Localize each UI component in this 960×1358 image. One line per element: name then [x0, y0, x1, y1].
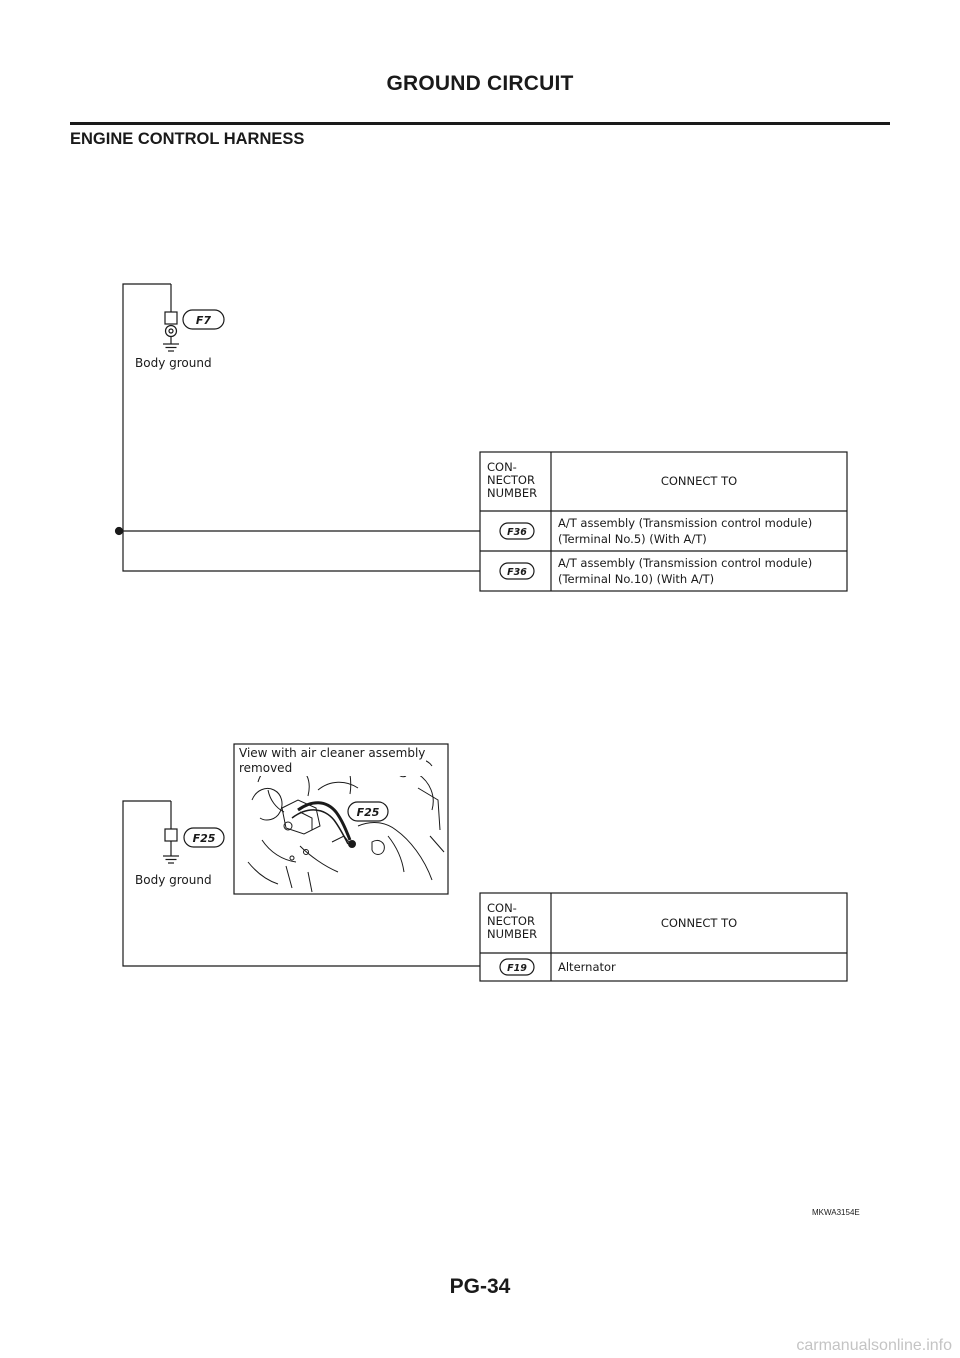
- table1-row1-line2: (Terminal No.5) (With A/T): [558, 532, 707, 546]
- table1-row2-line2: (Terminal No.10) (With A/T): [558, 572, 715, 586]
- ground-symbol-f7: [163, 284, 179, 351]
- table1-row1-line1: A/T assembly (Transmission control module): [558, 516, 813, 530]
- ground-symbol-f25: [163, 801, 179, 863]
- table1-header-number: NUMBER: [487, 486, 538, 500]
- diagram-1-text: [135, 314, 812, 586]
- diagram-2-text: [135, 746, 737, 974]
- table1-row2-line1: A/T assembly (Transmission control module): [558, 556, 813, 570]
- table1-header-con: CON-: [487, 460, 517, 474]
- figure-id: MKWA3154E: [812, 1208, 860, 1217]
- table1-row1-connector: F36: [507, 527, 527, 538]
- footer-watermark[interactable]: carmanualsonline.info: [796, 1337, 952, 1354]
- view-caption-line2: removed: [239, 761, 293, 775]
- body-ground-label-2: Body ground: [135, 873, 212, 887]
- diagram-1: [116, 284, 848, 591]
- connector-f7-label: F7: [195, 314, 212, 327]
- table2-row1-connector: F19: [507, 963, 527, 974]
- page-title: GROUND CIRCUIT: [386, 72, 574, 95]
- table1-header-connect-to: CONNECT TO: [660, 474, 738, 488]
- ground-wire-1: [123, 284, 480, 571]
- connector-f25-label: F25: [192, 832, 216, 845]
- body-ground-label-1: Body ground: [135, 356, 212, 370]
- table2-header-connect-to: CONNECT TO: [660, 916, 738, 930]
- table2-row1-line1: Alternator: [558, 960, 616, 974]
- view-caption-line1: View with air cleaner assembly: [239, 746, 426, 760]
- diagram-2: [123, 744, 847, 981]
- table2-header-nector: NECTOR: [487, 914, 535, 928]
- view-connector-f25-label: F25: [356, 806, 380, 819]
- table1-header-nector: NECTOR: [487, 473, 535, 487]
- table1-row2-connector: F36: [507, 567, 527, 578]
- section-heading: ENGINE CONTROL HARNESS: [70, 130, 305, 148]
- page-number: PG-34: [449, 1275, 511, 1298]
- table2-header-number: NUMBER: [487, 927, 538, 941]
- splice-dot: [116, 528, 123, 535]
- table2-header-con: CON-: [487, 901, 517, 915]
